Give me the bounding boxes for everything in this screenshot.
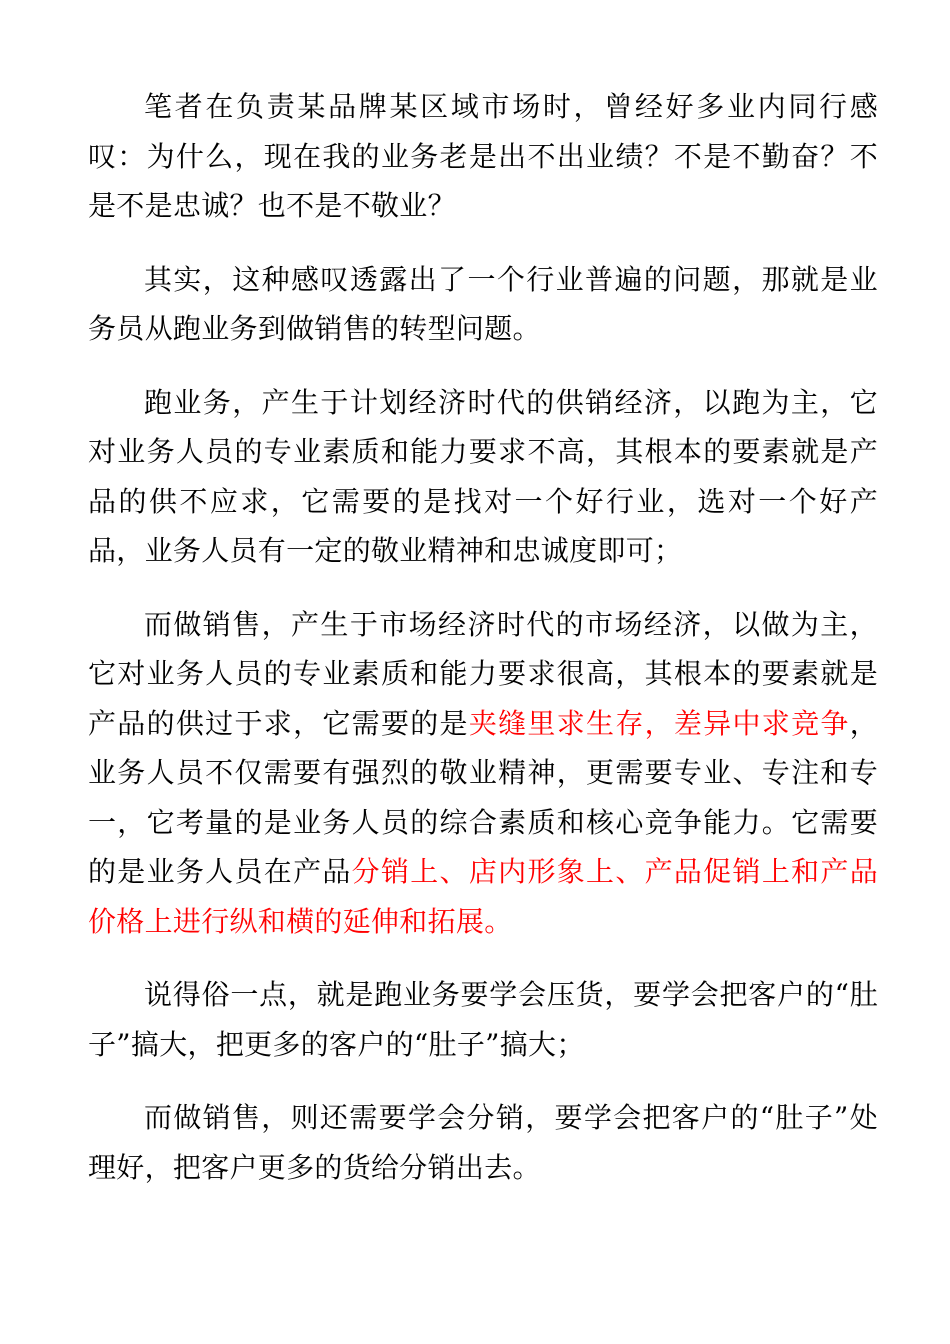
document-body xyxy=(88,82,878,1216)
paragraph-2 xyxy=(88,255,878,354)
paragraph-5 xyxy=(88,970,878,1069)
paragraph-text: ，业务人员不仅需要有强烈的敬业精神，更需要专业、专注和专一，它考量的是业务人员的综合素质和核心竞争能力。它需要的是业务人员在产品 xyxy=(88,706,878,888)
paragraph-3 xyxy=(88,378,878,576)
paragraph-text: 而做销售，则还需要学会分销，要学会把客户的“肚子”处理好，把客户更多的货给分销出去。 xyxy=(88,1101,878,1184)
paragraph-4 xyxy=(88,600,878,947)
paragraph-text: 说得俗一点，就是跑业务要学会压货，要学会把客户的“肚子”搞大，把更多的客户的“肚子”搞大； xyxy=(88,978,878,1061)
paragraph-text: 跑业务，产生于计划经济时代的供销经济，以跑为主，它对业务人员的专业素质和能力要求不高，其根本的要素就是产品的供不应求，它需要的是找对一个好行业，选对一个好产品，业务人员有一定的敬业精神和忠诚度即可； xyxy=(88,385,878,567)
paragraph-text: 其实，这种感叹透露出了一个行业普遍的问题，那就是业务员从跑业务到做销售的转型问题。 xyxy=(88,262,878,345)
highlighted-text: 夹缝里求生存，差异中求竞争 xyxy=(468,706,850,740)
paragraph-text: 笔者在负责某品牌某区域市场时，曾经好多业内同行感叹：为什么，现在我的业务老是出不出业绩？不是不勤奋？不是不是忠诚？也不是不敬业？ xyxy=(88,90,878,222)
paragraph-text: 而做销售，产生于市场经济时代的市场经济，以做为主，它对业务人员的专业素质和能力要求很高，其根本的要素就是产品的供过于求，它需要的是 xyxy=(88,607,878,740)
paragraph-6 xyxy=(88,1093,878,1192)
highlighted-text: 分销上、店内形象上、产品促销上和产品价格上进行纵和横的延伸和拓展。 xyxy=(88,855,879,938)
paragraph-1 xyxy=(88,82,878,231)
